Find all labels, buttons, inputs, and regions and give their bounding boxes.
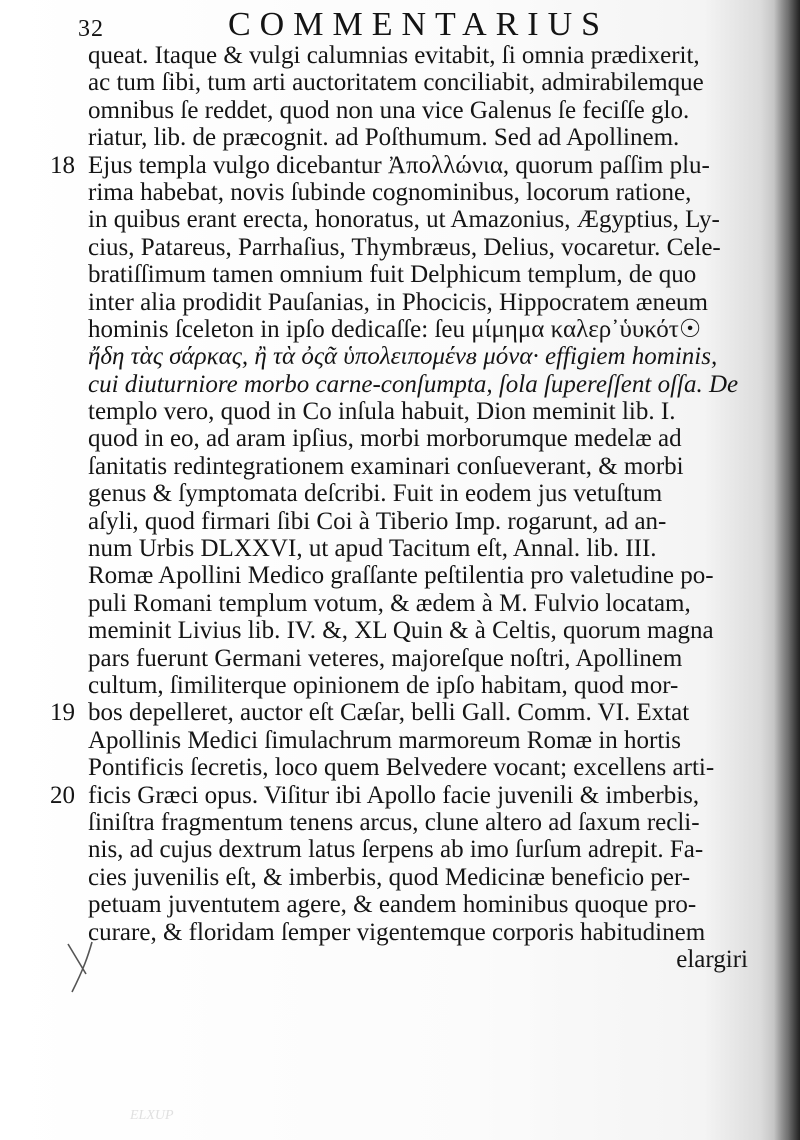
text-line: aſyli, quod firmari ſibi Coi à Tiberio Imp. rogarunt, ad an- <box>88 507 667 535</box>
text-line: quod in eo, ad aram ipſius, morbi morborumque medelæ ad <box>88 425 682 453</box>
text-line: bratiſſimum tamen omnium fuit Delphicum templum, de quo <box>88 261 697 289</box>
text-line: cius, Patareus, Parrhaſius, Thymbræus, Delius, vocaretur. Cele- <box>88 233 721 261</box>
text-line: genus & ſymptomata deſcribi. Fuit in eodem jus vetuſtum <box>88 480 663 508</box>
text-line: Pontificis ſecretis, loco quem Belvedere vocant; excellens arti- <box>88 754 715 782</box>
body-text <box>0 42 800 973</box>
text-line: ſiniſtra fragmentum tenens arcus, clune altero ad ſaxum recli- <box>88 808 700 836</box>
text-line: pars fuerunt Germani veteres, majoreſque noſtri, Apollinem <box>88 644 683 672</box>
text-line: cies juvenilis eſt, & imberbis, quod Medicinæ beneficio per- <box>88 863 691 891</box>
text-line: in quibus erant erecta, honoratus, ut Amazonius, Ægyptius, Ly- <box>88 206 720 234</box>
text-line: 18 Ejus templa vulgo dicebantur Ἀπολλώνια, quorum paſſim plu- <box>50 151 710 179</box>
margin-number: 18 <box>50 151 75 179</box>
margin-number: 20 <box>50 781 75 809</box>
text-line: ac tum ſibi, tum arti auctoritatem conciliabit, admirabilemque <box>88 69 704 97</box>
text-line: 20 ficis Græci opus. Viſitur ibi Apollo facie juvenili & imberbis, <box>50 781 700 809</box>
handwritten-mark <box>62 938 102 998</box>
text-line: templo vero, quod in Co inſula habuit, Dion meminit lib. I. <box>88 398 676 426</box>
text-line: rima habebat, novis ſubinde cognominibus, locorum ratione, <box>88 178 692 206</box>
catchword-line <box>0 946 800 973</box>
text-line: petuam juventutem agere, & eandem hominibus quoque pro- <box>88 891 697 919</box>
running-title: COMMENTARIUS <box>228 6 610 43</box>
text-line: ſanitatis redintegrationem examinari conſueverant, & morbi <box>88 452 684 480</box>
catchword: elargiri <box>676 945 748 973</box>
text-line: cui diuturniore morbo carne-conſumpta, ſola ſupereſſent oſſa. De <box>88 370 739 398</box>
text-line: hominis ſceleton in ipſo dedicaſſe: ſeu μίμημα καλερ᾽ὑυκότ☉ <box>88 315 702 343</box>
text-line: curare, & floridam ſemper vigentemque corporis habitudinem <box>88 918 706 946</box>
text-line: riatur, lib. de præcognit. ad Poſthumum. Sed ad Apollinem. <box>88 124 680 152</box>
text-line: Romæ Apollini Medico graſſante peſtilentia pro valetudine po- <box>88 562 714 590</box>
text-line: cultum, ſimiliterque opinionem de ipſo habitam, quod mor- <box>88 671 679 699</box>
text-line: puli Romani templum votum, & ædem à M. Fulvio locatam, <box>88 589 691 617</box>
text-line: omnibus ſe reddet, quod non una vice Galenus ſe feciſſe glo. <box>88 96 690 124</box>
margin-number: 19 <box>50 699 75 727</box>
text-line: num Urbis DLXXVI, ut apud Tacitum eſt, Annal. lib. III. <box>88 535 657 563</box>
text-line: Apollinis Medici ſimulachrum marmoreum Romæ in hortis <box>88 726 681 754</box>
text-line: 19 bos depelleret, auctor eſt Cæſar, belli Gall. Comm. VI. Extat <box>50 699 690 727</box>
text-line: nis, ad cujus dextrum latus ſerpens ab imo ſurſum adrepit. Fa- <box>88 836 704 864</box>
text-line: meminit Livius lib. IV. &, XL Quin & à Celtis, quorum magna <box>88 617 714 645</box>
text-line: inter alia prodidit Pauſanias, in Phocicis, Hippocratem æneum <box>88 288 709 316</box>
text-line: queat. Itaque & vulgi calumnias evitabit, ſi omnia prædixerit, <box>88 42 700 69</box>
bleed-through-text: ELXUP <box>130 1108 174 1123</box>
text-line: ἤδη τὰς σάρκας, ἢ τὰ ὀςᾶ ὑπολειπομένᴕ μόνα· effigiem hominis, <box>88 343 718 371</box>
running-head <box>78 4 758 44</box>
page-number: 32 <box>78 16 104 42</box>
